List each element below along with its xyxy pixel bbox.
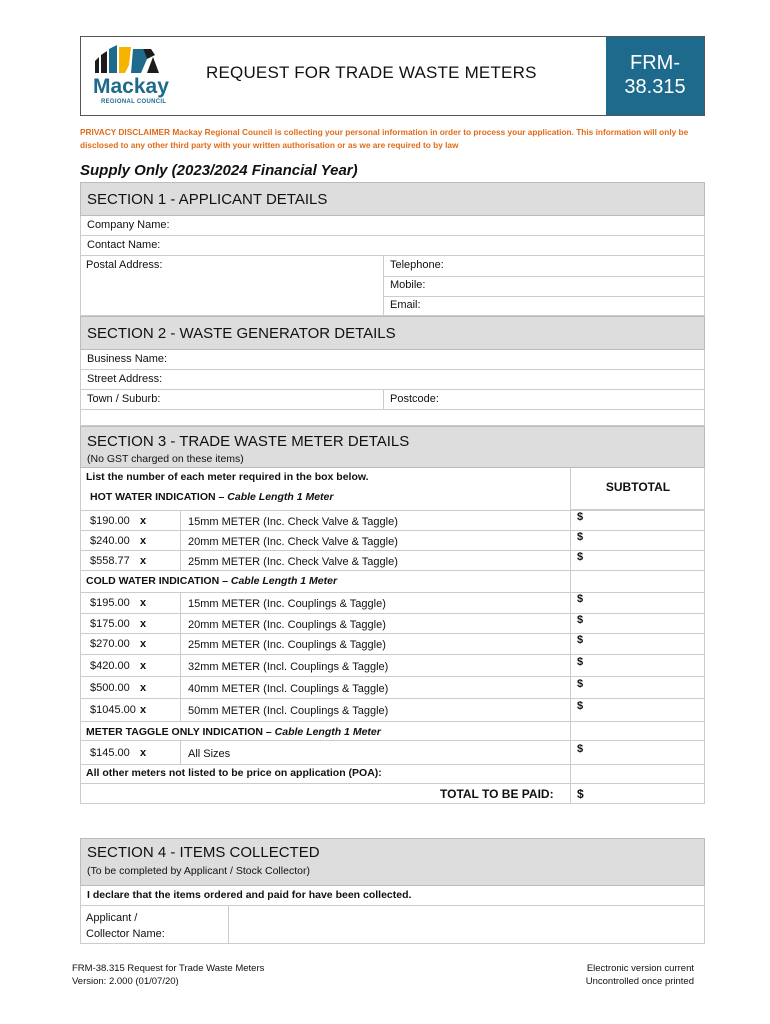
meter-price: $145.00 <box>90 747 130 759</box>
quantity-field[interactable]: x <box>140 704 147 716</box>
divider <box>383 256 384 316</box>
divider <box>180 676 181 698</box>
subtotal-field[interactable]: $ <box>577 634 584 646</box>
meter-price: $190.00 <box>90 515 130 527</box>
divider <box>570 530 705 531</box>
divider <box>180 654 181 676</box>
divider <box>180 613 181 633</box>
divider <box>80 570 705 571</box>
mobile-field[interactable]: Mobile: <box>390 279 426 291</box>
meter-description: All Sizes <box>188 748 231 760</box>
supply-heading: Supply Only (2023/2024 Financial Year) <box>80 162 358 179</box>
divider <box>180 530 181 550</box>
meter-description: 20mm METER (Inc. Couplings & Taggle) <box>188 619 386 631</box>
meter-description: 25mm METER (Inc. Check Valve & Taggle) <box>188 556 398 568</box>
divider <box>570 633 705 634</box>
total-amount-field[interactable]: $ <box>577 787 584 801</box>
meter-instruction: List the number of each meter required in the box below. <box>86 471 369 483</box>
divider <box>80 783 705 784</box>
divider <box>80 510 570 511</box>
collector-name-input[interactable] <box>230 907 703 943</box>
form-number-line2: 38.315 <box>624 76 686 98</box>
subtotal-field[interactable]: $ <box>577 511 584 523</box>
subtotal-field[interactable]: $ <box>577 656 584 668</box>
divider <box>80 764 705 765</box>
company-name-field[interactable]: Company Name: <box>80 216 705 236</box>
meter-price: $175.00 <box>90 618 130 630</box>
meter-price: $558.77 <box>90 555 130 567</box>
divider <box>180 633 181 654</box>
divider <box>570 592 705 593</box>
divider <box>80 530 570 531</box>
subtotal-field[interactable]: $ <box>577 551 584 563</box>
divider <box>383 296 705 297</box>
postcode-field[interactable]: Postcode: <box>390 393 439 405</box>
email-field[interactable]: Email: <box>390 299 421 311</box>
quantity-field[interactable]: x <box>140 555 147 567</box>
meter-description: 50mm METER (Incl. Couplings & Taggle) <box>188 705 389 717</box>
form-number-line1: FRM- <box>630 52 680 74</box>
divider <box>570 550 705 551</box>
divider <box>570 676 705 677</box>
subtotal-field[interactable]: $ <box>577 593 584 605</box>
section2-heading: SECTION 2 - WASTE GENERATOR DETAILS <box>80 316 705 350</box>
divider <box>180 740 181 764</box>
quantity-field[interactable]: x <box>140 682 147 694</box>
form-header <box>80 36 705 116</box>
total-label: TOTAL TO BE PAID: <box>440 787 554 801</box>
subtotal-divider <box>570 468 571 804</box>
divider <box>80 592 570 593</box>
divider <box>228 906 229 944</box>
meter-price: $240.00 <box>90 535 130 547</box>
meter-description: 15mm METER (Inc. Check Valve & Taggle) <box>188 516 398 528</box>
divider <box>383 276 705 277</box>
postal-address-field[interactable]: Postal Address: <box>86 259 163 271</box>
divider <box>180 592 181 613</box>
meter-price: $195.00 <box>90 597 130 609</box>
divider <box>80 613 570 614</box>
spacer-row <box>80 410 705 426</box>
divider <box>570 740 705 741</box>
divider <box>180 550 181 570</box>
cold-water-heading: COLD WATER INDICATION – Cable Length 1 Meter <box>86 575 338 587</box>
divider <box>570 510 705 511</box>
council-logo <box>81 37 191 115</box>
meter-price: $420.00 <box>90 660 130 672</box>
quantity-field[interactable]: x <box>140 515 147 527</box>
section4-note: (To be completed by Applicant / Stock Collector) <box>87 865 310 877</box>
section4-heading: SECTION 4 - ITEMS COLLECTED <box>87 844 320 861</box>
divider <box>180 698 181 721</box>
subtotal-header: SUBTOTAL <box>605 480 671 494</box>
section3-heading: SECTION 3 - TRADE WASTE METER DETAILS <box>87 433 410 450</box>
quantity-field[interactable]: x <box>140 747 147 759</box>
divider <box>180 510 181 530</box>
subtotal-field[interactable]: $ <box>577 700 584 712</box>
privacy-disclaimer: PRIVACY DISCLAIMER Mackay Regional Council is collecting your personal information in order to process your application. This information will only be disclosed to any other third party with your written authorisation or as we are required to by law <box>80 127 689 150</box>
footer-left: FRM-38.315 Request for Trade Waste Meters Version: 2.000 (01/07/20) <box>72 963 265 987</box>
quantity-field[interactable]: x <box>140 638 147 650</box>
quantity-field[interactable]: x <box>140 660 147 672</box>
business-name-field[interactable]: Business Name: <box>80 350 705 370</box>
meter-description: 40mm METER (Incl. Couplings & Taggle) <box>188 683 389 695</box>
section4-heading-block <box>80 838 705 886</box>
subtotal-field[interactable]: $ <box>577 743 584 755</box>
divider <box>80 654 570 655</box>
meter-price: $500.00 <box>90 682 130 694</box>
divider <box>570 654 705 655</box>
divider <box>570 698 705 699</box>
divider <box>383 390 384 410</box>
quantity-field[interactable]: x <box>140 618 147 630</box>
section1-heading: SECTION 1 - APPLICANT DETAILS <box>80 182 705 216</box>
declaration-text: I declare that the items ordered and paid for have been collected. <box>80 886 705 906</box>
taggle-heading: METER TAGGLE ONLY INDICATION – Cable Length 1 Meter <box>86 726 381 738</box>
meter-description: 32mm METER (Incl. Couplings & Taggle) <box>188 661 389 673</box>
page-title: REQUEST FOR TRADE WASTE METERS <box>206 63 537 82</box>
quantity-field[interactable]: x <box>140 597 147 609</box>
subtotal-field[interactable]: $ <box>577 531 584 543</box>
subtotal-field[interactable]: $ <box>577 614 584 626</box>
poa-note: All other meters not listed to be price on application (POA): <box>86 767 382 779</box>
hot-water-heading: HOT WATER INDICATION – Cable Length 1 Meter <box>90 491 334 503</box>
contact-name-field[interactable]: Contact Name: <box>80 236 705 256</box>
quantity-field[interactable]: x <box>140 535 147 547</box>
divider <box>80 676 570 677</box>
logo-word: Mackay <box>93 75 169 98</box>
collector-name-label: Applicant / Collector Name: <box>86 912 165 940</box>
section3-note: (No GST charged on these items) <box>87 453 244 465</box>
footer-right: Electronic version current Uncontrolled once printed <box>585 963 694 987</box>
town-suburb-field[interactable]: Town / Suburb: <box>80 390 705 410</box>
divider <box>80 633 570 634</box>
meter-description: 25mm METER (Inc. Couplings & Taggle) <box>188 639 386 651</box>
subtotal-field[interactable]: $ <box>577 678 584 690</box>
divider <box>80 740 570 741</box>
form-number-badge <box>606 37 704 115</box>
street-address-field[interactable]: Street Address: <box>80 370 705 390</box>
telephone-field[interactable]: Telephone: <box>390 259 444 271</box>
meter-price: $1045.00 <box>90 704 136 716</box>
divider <box>80 698 570 699</box>
meter-price: $270.00 <box>90 638 130 650</box>
divider <box>570 613 705 614</box>
divider <box>80 550 570 551</box>
section3-heading-block <box>80 426 705 468</box>
meter-description: 15mm METER (Inc. Couplings & Taggle) <box>188 598 386 610</box>
meter-description: 20mm METER (Inc. Check Valve & Taggle) <box>188 536 398 548</box>
divider <box>80 721 705 722</box>
logo-subtitle: REGIONAL COUNCIL <box>101 99 167 105</box>
